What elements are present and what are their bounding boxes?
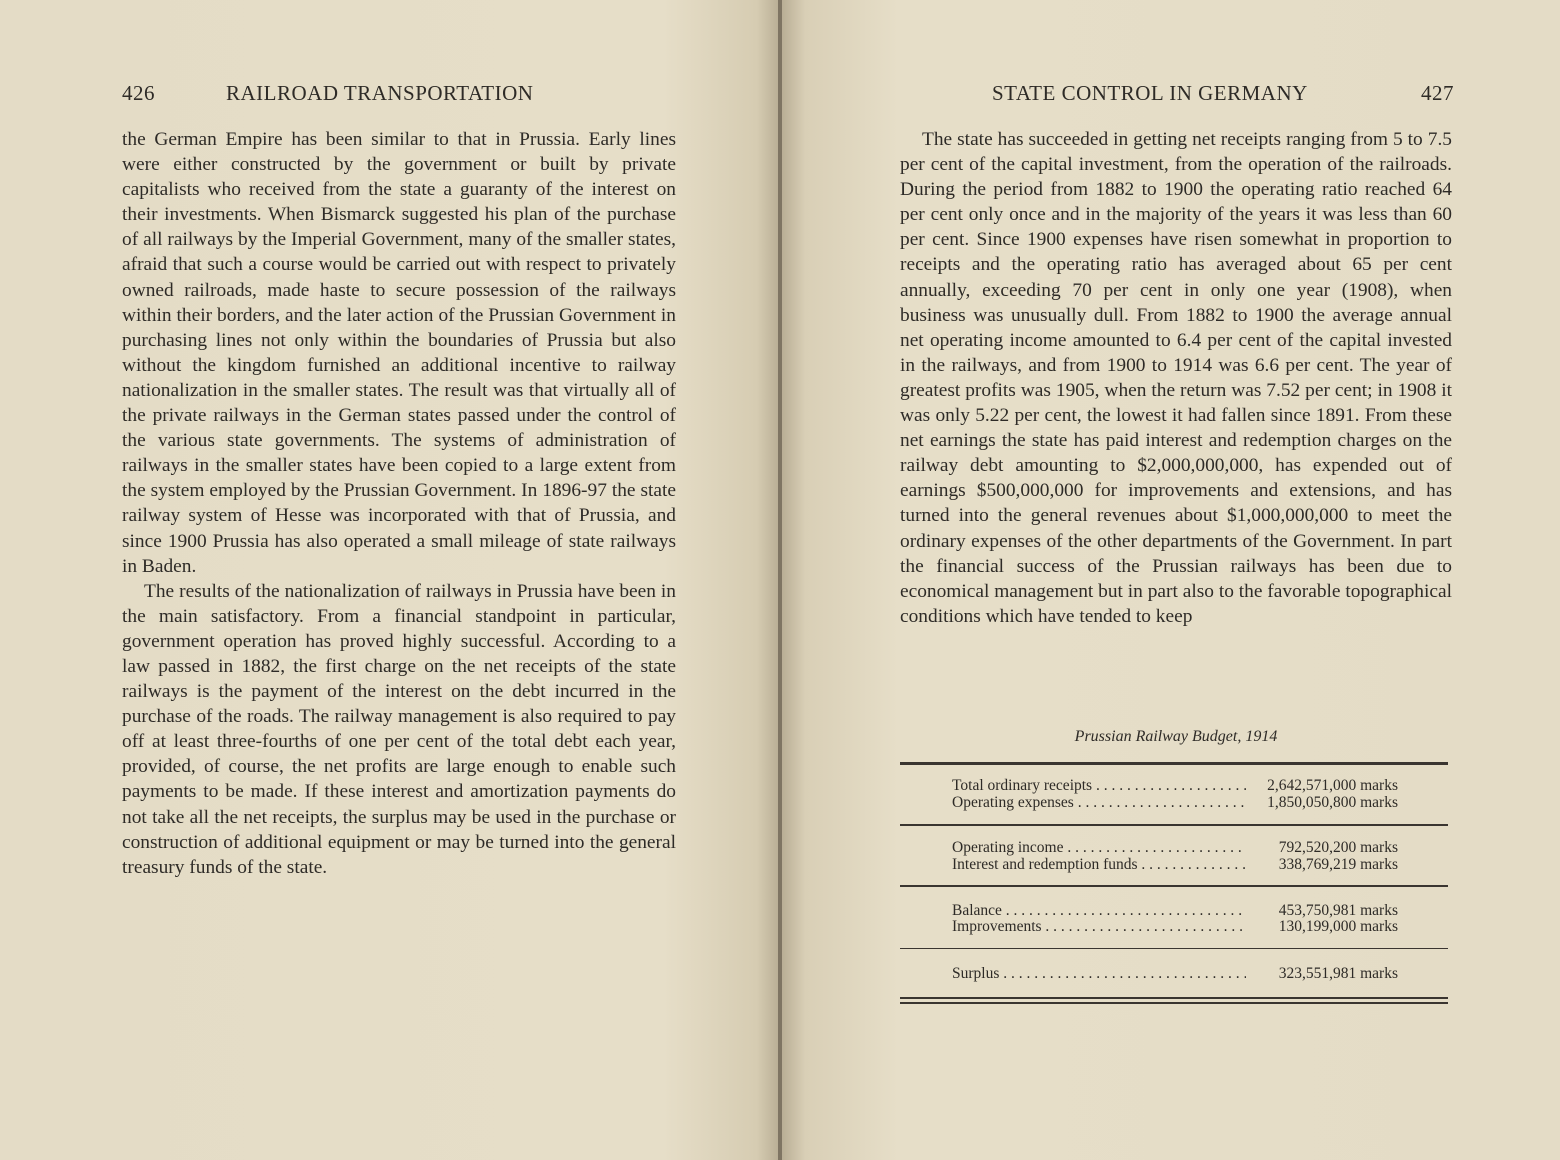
budget-row-label: Balance . . . bbox=[952, 902, 1246, 919]
budget-row bbox=[952, 902, 1398, 919]
budget-row-label: Operating expenses . . . bbox=[952, 794, 1246, 811]
table-rule-top bbox=[900, 762, 1448, 765]
budget-row bbox=[952, 777, 1398, 794]
budget-row-value: 2,642,571,000 marks bbox=[1267, 777, 1398, 794]
budget-row-label: Total ordinary receipts . . . bbox=[952, 777, 1246, 794]
table-rule bbox=[900, 948, 1448, 949]
budget-row-value: 338,769,219 marks bbox=[1278, 856, 1398, 873]
budget-row bbox=[952, 794, 1398, 811]
budget-row bbox=[952, 839, 1398, 856]
budget-row-value: 453,750,981 marks bbox=[1278, 902, 1398, 919]
table-rule bbox=[900, 824, 1448, 826]
left-running-title: RAILROAD TRANSPORTATION bbox=[226, 80, 534, 105]
budget-row-label: Interest and redemption funds . . . bbox=[952, 856, 1246, 873]
left-paragraph-1: the German Empire has been similar to that in Prussia. Early lines were either constructed by the government or built by private capitalists who received from the state a guaranty of the interest on their investments. When Bismarck suggested his plan of the purchase of all railways by the Imperial Government, many of the smaller states, afraid that such a course would be carried out with respect to privately owned railroads, made haste to secure possession of the railways within their borders, and the later action of the Prussian Government in purchasing lines not only within the boundaries of Prussia but also without the kingdom furnished an additional incentive to railway nationalization in the smaller states. The result was that virtually all of the private railways in the German states passed under the control of the various state governments. The systems of administration of railways in the smaller states have been copied to a large extent from the system employed by the Prussian Government. In 1896-97 the state railway system of Hesse was incorporated with that of Prussia, and since 1900 Prussia has also operated a small mileage of state railways in Baden. bbox=[122, 129, 676, 577]
left-page-number: 426 bbox=[122, 80, 155, 105]
budget-table-title: Prussian Railway Budget, 1914 bbox=[1074, 728, 1278, 745]
left-running-head bbox=[122, 78, 678, 108]
budget-row-value: 130,199,000 marks bbox=[1278, 918, 1398, 935]
left-body-text bbox=[122, 127, 676, 880]
budget-row-value: 323,551,981 marks bbox=[1278, 965, 1398, 982]
table-rule-bottom-double bbox=[900, 1002, 1448, 1004]
budget-row bbox=[952, 918, 1398, 935]
right-paragraph-1: The state has succeeded in getting net receipts ranging from 5 to 7.5 per cent of the capital investment, from the operation of the railroads. During the period from 1882 to 1900 the operating ratio reached 64 per cent only once and in the majority of the years it was less than 60 per cent. Since 1900 expenses have risen somewhat in proportion to receipts and the operating ratio has averaged about 65 per cent annually, exceeding 70 per cent in only one year (1908), when business was unusually dull. From 1882 to 1900 the average annual net operating income amounted to 6.4 per cent of the capital invested in the railways, and from 1900 to 1914 was 6.6 per cent. The year of greatest profits was 1905, when the return was 7.52 per cent; in 1908 it was only 5.22 per cent, the lowest it had fallen since 1891. From these net earnings the state has paid interest and redemption charges on the railway debt amounting to $2,000,000,000, has expended out of earnings $500,000,000 for improvements and extensions, and has turned into the general revenues about $1,000,000,000 to meet the ordinary expenses of the other departments of the Government. In part the financial success of the Prussian railways has been due to economical management but in part also to the favorable topographical conditions which have tended to keep bbox=[900, 129, 1452, 627]
table-rule-bottom bbox=[900, 997, 1448, 999]
budget-row-value: 792,520,200 marks bbox=[1278, 839, 1398, 856]
right-page-number: 427 bbox=[1421, 80, 1454, 105]
right-body-text bbox=[900, 127, 1452, 629]
budget-row-value: 1,850,050,800 marks bbox=[1267, 794, 1398, 811]
right-running-title: STATE CONTROL IN GERMANY bbox=[992, 80, 1308, 105]
left-paragraph-2: The results of the nationalization of railways in Prussia have been in the main satisfactory. From a financial standpoint in particular, government operation has proved highly successful. According to a law passed in 1882, the first charge on the net receipts of the state railways is the payment of the interest on the debt incurred in the purchase of the roads. The railway management is also required to pay off at least three-fourths of one per cent of the total debt each year, provided, of course, the net profits are large enough to enable such payments to be made. If these interest and amortization payments do not take all the net receipts, the surplus may be used in the purchase or construction of additional equipment or may be turned into the general treasury funds of the state. bbox=[122, 580, 676, 878]
right-running-head bbox=[992, 78, 1454, 108]
budget-row-label: Surplus . . . bbox=[952, 965, 1246, 982]
budget-row bbox=[952, 965, 1398, 982]
budget-row bbox=[952, 856, 1398, 873]
table-rule bbox=[900, 885, 1448, 887]
budget-row-label: Operating income . . . bbox=[952, 839, 1246, 856]
budget-row-label: Improvements . . . bbox=[952, 918, 1246, 935]
